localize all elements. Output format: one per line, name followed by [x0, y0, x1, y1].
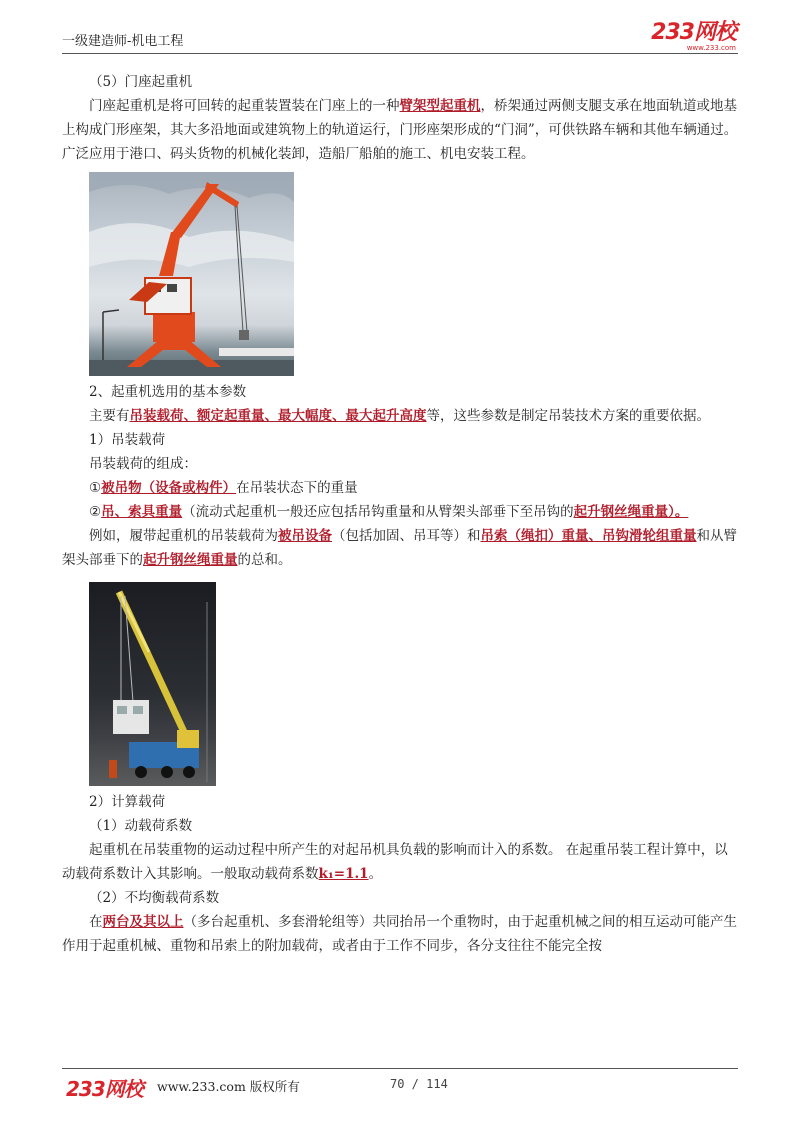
highlight-term: 被吊设备 [278, 528, 332, 544]
highlight-term: 臂架型起重机 [399, 98, 481, 114]
highlight-term: 两台及其以上 [102, 914, 184, 930]
composition-item-1: ①被吊物（设备或构件）在吊装状态下的重量 [89, 480, 358, 496]
lifting-load-composition: 吊装载荷的组成： [89, 456, 197, 472]
mobile-crane-photo [89, 582, 216, 786]
footer-divider [62, 1068, 738, 1069]
highlight-term: 被吊物（设备或构件） [101, 480, 237, 496]
header-divider [62, 53, 738, 54]
subsection-title-calculated-load: 2）计算载荷 [89, 794, 166, 810]
parameters-paragraph: 主要有吊装载荷、额定起重量、最大幅度、最大起升高度等，这些参数是制定吊装技术方案的重要依据。 [89, 408, 710, 424]
brand-logo-url: www.233.com [686, 44, 736, 52]
header-title: 一级建造师-机电工程 [62, 34, 184, 49]
title-dynamic-load-coefficient: （1）动载荷系数 [89, 818, 193, 834]
highlight-term: 起升钢丝绳重量 [143, 552, 238, 568]
section-title-portal-crane: （5）门座起重机 [89, 74, 193, 90]
subsection-title-lifting-load: 1）吊装载荷 [89, 432, 166, 448]
highlight-term: 吊索（绳扣）重量、吊钩滑轮组重量 [480, 528, 697, 544]
title-unbalanced-load-coefficient: （2）不均衡载荷系数 [89, 890, 220, 906]
portal-crane-illustration [89, 172, 294, 376]
composition-item-2: ②吊、索具重量（流动式起重机一般还应包括吊钩重量和从臂架头部垂下至吊钩的起升钢丝绳重量）。 [89, 504, 689, 520]
highlight-term: k₁=1.1 [318, 866, 369, 882]
dynamic-load-paragraph: 起重机在吊装重物的运动过程中所产生的对起吊机具负载的影响而计入的系数。 在起重吊装工程计算中，以动载荷系数计入其影响。一般取动载荷系数k₁=1.1。 [62, 842, 728, 882]
portal-crane-paragraph: 门座起重机是将可回转的起重装置装在门座上的一种臂架型起重机，桥架通过两侧支腿支承在地面轨道或地基上构成门形座架，其大多沿地面或建筑物上的轨道运行，门形座架形成的“门洞”，可供铁路车辆和其他车辆通过。广泛应用于港口、码头货物的机械化装卸，造船厂船舶的施工、机电安装工程。 [62, 98, 738, 162]
footer-copyright: www.233.com 版权所有 [157, 1079, 300, 1094]
brand-logo[interactable] [651, 22, 736, 52]
highlight-term: 起升钢丝绳重量）。 [573, 504, 689, 520]
unbalanced-load-paragraph: 在两台及其以上（多台起重机、多套滑轮组等）共同抬吊一个重物时，由于起重机械之间的相互运动可能产生作用于起重机械、重物和吊索上的附加载荷，或者由于工作不同步，各分支往往不能完全按 [62, 914, 737, 954]
footer-logo[interactable]: 233网校 [66, 1077, 143, 1101]
mobile-crane-illustration [89, 582, 216, 786]
brand-logo-text: 233网校 [651, 20, 736, 45]
crawler-crane-example: 例如，履带起重机的吊装载荷为被吊设备（包括加固、吊耳等）和吊索（绳扣）重量、吊钩滑轮组重量和从臂架头部垂下的起升钢丝绳重量的总和。 [62, 528, 737, 568]
page-content [62, 70, 738, 958]
portal-crane-photo [89, 172, 294, 376]
section-title-parameters: 2、起重机选用的基本参数 [89, 384, 247, 400]
highlight-term: 吊装载荷、额定起重量、最大幅度、最大起升高度 [129, 408, 427, 424]
highlight-term: 吊、索具重量 [101, 504, 183, 520]
page-number: 70 / 114 [390, 1077, 448, 1091]
